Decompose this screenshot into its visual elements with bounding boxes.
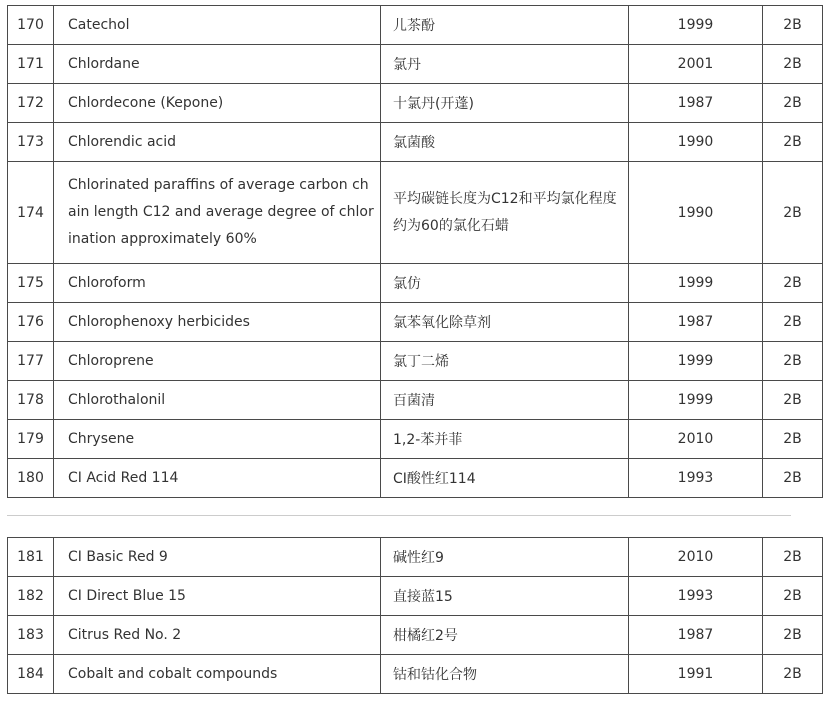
agent-name-cn: 百菌清 — [381, 381, 629, 420]
table-row — [8, 6, 823, 45]
table-row — [8, 45, 823, 84]
iarc-group: 2B — [763, 303, 823, 342]
table-row — [8, 538, 823, 577]
agent-name-en-text: Chlorinated paraffins of average carbon chain length C12 and average degree of chlorination approximately 60% — [68, 177, 374, 247]
table-row — [8, 264, 823, 303]
evaluation-year: 1999 — [629, 381, 763, 420]
agent-name-en — [54, 162, 381, 264]
row-number: 172 — [8, 84, 54, 123]
agent-name-cn: 直接蓝15 — [381, 577, 629, 616]
row-number: 170 — [8, 6, 54, 45]
evaluation-year: 1990 — [629, 123, 763, 162]
evaluation-year: 1993 — [629, 459, 763, 498]
agent-name-cn: 氯仿 — [381, 264, 629, 303]
agent-name-cn: 柑橘红2号 — [381, 616, 629, 655]
agent-name-en: CI Direct Blue 15 — [54, 577, 381, 616]
section-divider — [7, 515, 791, 516]
iarc-group: 2B — [763, 6, 823, 45]
table-row — [8, 420, 823, 459]
iarc-group: 2B — [763, 655, 823, 694]
row-number: 180 — [8, 459, 54, 498]
table-row — [8, 303, 823, 342]
table-row — [8, 84, 823, 123]
evaluation-year: 1987 — [629, 616, 763, 655]
agent-name-en: CI Acid Red 114 — [54, 459, 381, 498]
agent-name-en: Chlorothalonil — [54, 381, 381, 420]
agent-name-en: CI Basic Red 9 — [54, 538, 381, 577]
evaluation-year: 2001 — [629, 45, 763, 84]
agent-name-cn: 氯菌酸 — [381, 123, 629, 162]
table-row — [8, 381, 823, 420]
row-number: 177 — [8, 342, 54, 381]
agent-name-cn: 1,2-苯并菲 — [381, 420, 629, 459]
row-number: 181 — [8, 538, 54, 577]
iarc-group: 2B — [763, 123, 823, 162]
agent-name-cn: 氯苯氧化除草剂 — [381, 303, 629, 342]
agent-name-en: Chloroprene — [54, 342, 381, 381]
agent-name-cn-text: 平均碳链长度为C12和平均氯化程度约为60的氯化石蜡 — [393, 190, 617, 234]
agent-name-cn: CI酸性红114 — [381, 459, 629, 498]
agent-name-en: Chlorophenoxy herbicides — [54, 303, 381, 342]
row-number: 173 — [8, 123, 54, 162]
iarc-group: 2B — [763, 84, 823, 123]
iarc-group: 2B — [763, 162, 823, 264]
agent-name-en: Chloroform — [54, 264, 381, 303]
evaluation-year: 1993 — [629, 577, 763, 616]
row-number: 183 — [8, 616, 54, 655]
table-row — [8, 577, 823, 616]
agent-name-cn: 钴和钴化合物 — [381, 655, 629, 694]
agent-name-en: Chlorendic acid — [54, 123, 381, 162]
row-number: 182 — [8, 577, 54, 616]
evaluation-year: 1990 — [629, 162, 763, 264]
evaluation-year: 2010 — [629, 420, 763, 459]
agent-name-en: Chrysene — [54, 420, 381, 459]
iarc-group: 2B — [763, 381, 823, 420]
agent-name-en: Catechol — [54, 6, 381, 45]
evaluation-year: 1999 — [629, 264, 763, 303]
table-row — [8, 616, 823, 655]
iarc-group: 2B — [763, 264, 823, 303]
evaluation-year: 1987 — [629, 303, 763, 342]
agent-name-en: Citrus Red No. 2 — [54, 616, 381, 655]
iarc-group: 2B — [763, 459, 823, 498]
agent-name-cn: 十氯丹(开蓬) — [381, 84, 629, 123]
row-number: 174 — [8, 162, 54, 264]
evaluation-year: 1991 — [629, 655, 763, 694]
iarc-group: 2B — [763, 538, 823, 577]
table-row — [8, 342, 823, 381]
row-number: 179 — [8, 420, 54, 459]
evaluation-year: 1999 — [629, 342, 763, 381]
iarc-group: 2B — [763, 420, 823, 459]
row-number: 171 — [8, 45, 54, 84]
iarc-group: 2B — [763, 45, 823, 84]
row-number: 178 — [8, 381, 54, 420]
agent-name-en: Chlordecone (Kepone) — [54, 84, 381, 123]
agent-name-cn: 碱性红9 — [381, 538, 629, 577]
row-number: 184 — [8, 655, 54, 694]
table-row — [8, 459, 823, 498]
row-number: 175 — [8, 264, 54, 303]
iarc-group: 2B — [763, 577, 823, 616]
evaluation-year: 2010 — [629, 538, 763, 577]
evaluation-year: 1999 — [629, 6, 763, 45]
table-row — [8, 655, 823, 694]
agent-name-en: Chlordane — [54, 45, 381, 84]
table-row — [8, 162, 823, 264]
agent-name-cn: 儿茶酚 — [381, 6, 629, 45]
agent-name-cn — [381, 162, 629, 264]
carcinogen-table-bottom — [7, 537, 823, 694]
agent-name-en: Cobalt and cobalt compounds — [54, 655, 381, 694]
table-row — [8, 123, 823, 162]
row-number: 176 — [8, 303, 54, 342]
agent-name-cn: 氯丁二烯 — [381, 342, 629, 381]
iarc-group: 2B — [763, 342, 823, 381]
agent-name-cn: 氯丹 — [381, 45, 629, 84]
carcinogen-table-top — [7, 5, 823, 498]
evaluation-year: 1987 — [629, 84, 763, 123]
iarc-group: 2B — [763, 616, 823, 655]
